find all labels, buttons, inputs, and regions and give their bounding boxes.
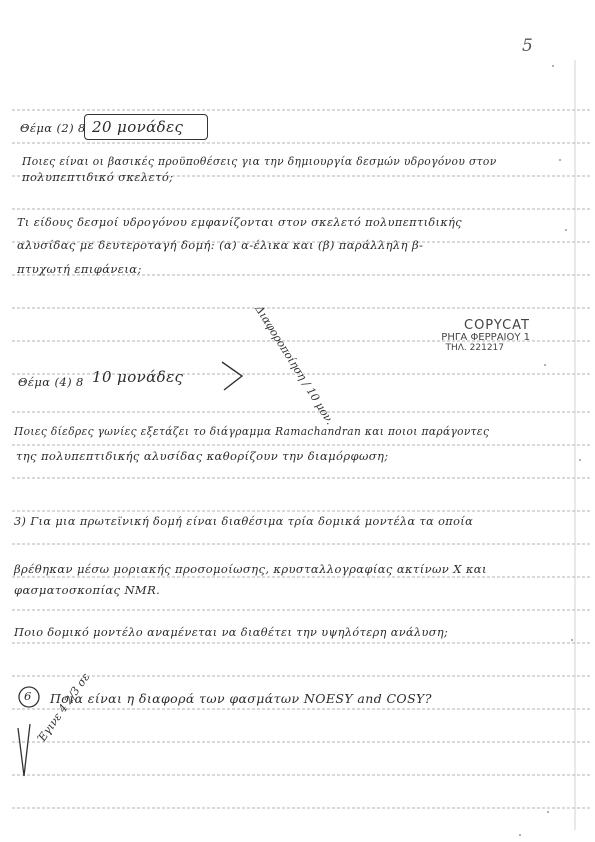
theme-2-q1-line1: Ποιες δίεδρες γωνίες εξετάζει το διάγραμμα Ramachandran και ποιοι παράγοντες: [14, 424, 490, 438]
theme-1-q1-line2: πολυπεπτιδικό σκελετό;: [22, 170, 174, 184]
stamp-line-3: ΤΗΛ. 221217: [445, 343, 504, 353]
stamp-line-2: ΡΗΓΑ ΦΕΡΡΑΙΟΥ 1: [441, 332, 530, 343]
margin-note-middle: Διαφοροποίηση / 10 μον.: [252, 303, 337, 428]
theme-1-q2-line2: αλυσίδας με δευτεροταγή δομή: (α) α-έλικα και (β) παράλληλη β-: [17, 238, 424, 252]
theme-1-points: 20 μονάδες: [92, 118, 184, 136]
margin-note-bottom: Έγινε 4 2/3 σε: [34, 670, 93, 746]
theme-2-points: 10 μονάδες: [92, 368, 184, 386]
theme-1-q2-line1: Τι είδους δεσμοί υδρογόνου εμφανίζονται στον σκελετό πολυπεπτιδικής: [17, 215, 463, 229]
page-number: 5: [522, 36, 533, 56]
theme-1-q1-line1: Ποιες είναι οι βασικές προϋποθέσεις για την δημιουργία δεσμών υδρογόνου στον: [22, 154, 497, 168]
theme-2-q3-line4: Ποιο δομικό μοντέλο αναμένεται να διαθέτει την υψηλότερη ανάλυση;: [14, 625, 449, 639]
theme-2-q6-line1: Ποια είναι η διαφορά των φασμάτων NOESY and COSY?: [50, 691, 432, 706]
copycat-stamp: [400, 318, 530, 353]
theme-2-heading: Θέμα (4) 8: [18, 375, 84, 389]
theme-2-q6-number: 6: [24, 689, 32, 703]
stamp-line-1: COPYCAT: [464, 318, 530, 333]
theme-1-heading: Θέμα (2) 8: [20, 121, 86, 135]
theme-2-q3-line1: 3) Για μια πρωτεϊνική δομή είναι διαθέσιμα τρία δομικά μοντέλα τα οποία: [14, 514, 474, 528]
bracket-mark: [218, 360, 248, 394]
theme-2-q3-line3: φασματοσκοπίας NMR.: [14, 583, 161, 597]
checkmark-scribble: [16, 722, 32, 782]
theme-2-q1-line2: της πολυπεπτιδικής αλυσίδας καθορίζουν την διαμόρφωση;: [16, 449, 389, 463]
theme-1-q2-line3: πτυχωτή επιφάνεια;: [17, 262, 142, 276]
theme-2-q3-line2: βρέθηκαν μέσω μοριακής προσομοίωσης, κρυσταλλογραφίας ακτίνων Χ και: [14, 562, 487, 576]
